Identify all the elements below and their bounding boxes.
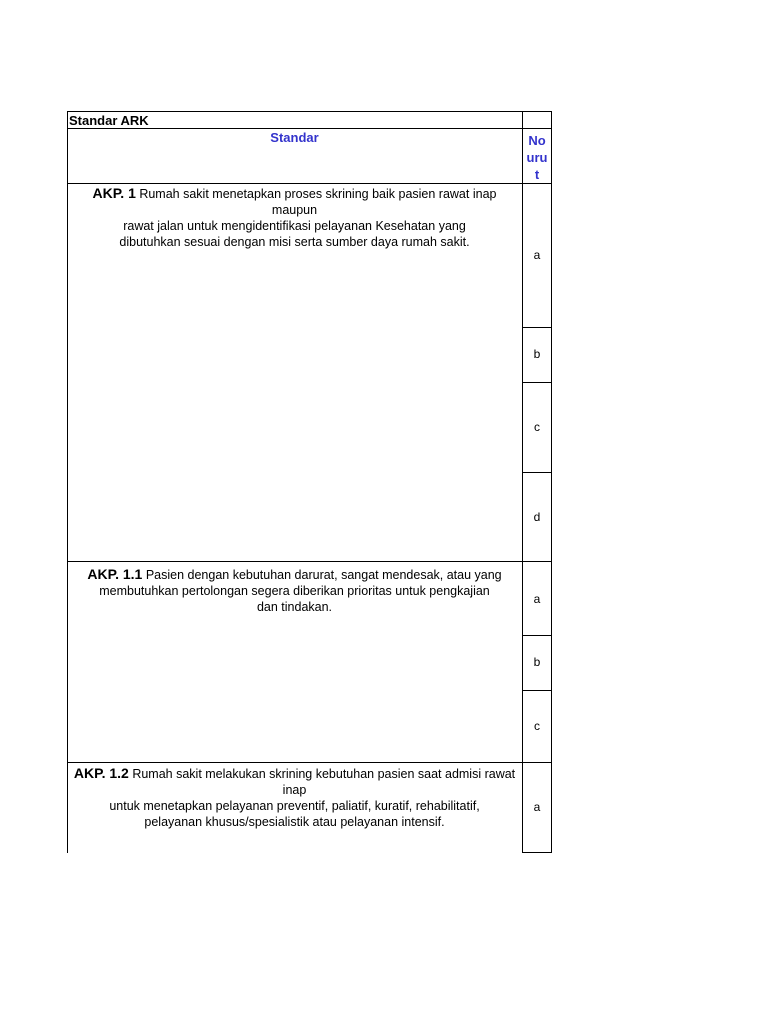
standard-line-2: rawat jalan untuk mengidentifikasi pelayanan Kesehatan yang bbox=[123, 219, 466, 233]
standard-akp-1-2 bbox=[67, 765, 522, 830]
header-no-urut-text bbox=[522, 132, 552, 183]
standard-line-2: membutuhkan pertolongan segera diberikan prioritas untuk pengkajian bbox=[99, 584, 490, 598]
standard-line-3: pelayanan khusus/spesialistik atau pelayanan intensif. bbox=[144, 815, 445, 829]
standard-text: Pasien dengan kebutuhan darurat, sangat mendesak, atau yang bbox=[142, 568, 502, 582]
border-top bbox=[67, 111, 552, 112]
header-no-urut bbox=[522, 132, 552, 183]
border-akp11-bottom bbox=[67, 762, 552, 763]
standard-line-2: untuk menetapkan pelayanan preventif, paliatif, kuratif, rehabilitatif, bbox=[109, 799, 480, 813]
border-right bbox=[551, 111, 552, 853]
item-c: c bbox=[534, 420, 540, 434]
standard-line-3: dibutuhkan sesuai dengan misi serta sumber daya rumah sakit. bbox=[119, 235, 470, 249]
item-c: c bbox=[534, 719, 540, 733]
standard-line-3: dan tindakan. bbox=[256, 600, 333, 614]
header-no-urut-part: No bbox=[528, 133, 546, 148]
border-item bbox=[522, 382, 552, 383]
item-b: b bbox=[533, 655, 541, 669]
item-a: a bbox=[533, 592, 541, 606]
item-d: d bbox=[533, 510, 541, 524]
border-item bbox=[522, 472, 552, 473]
border-col-divider bbox=[522, 111, 523, 853]
item-b: b bbox=[533, 347, 541, 361]
border-item bbox=[522, 690, 552, 691]
border-akp12-item-bottom bbox=[522, 852, 552, 853]
standard-code: AKP. 1 bbox=[92, 185, 136, 201]
standard-akp-1 bbox=[67, 185, 522, 250]
standard-akp-1-1 bbox=[67, 566, 522, 615]
standard-line-1 bbox=[69, 185, 520, 218]
header-standar: Standar bbox=[270, 130, 319, 145]
standard-text: Rumah sakit melakukan skrining kebutuhan pasien saat admisi rawat inap bbox=[128, 767, 516, 797]
item-a: a bbox=[533, 248, 541, 262]
standard-code: AKP. 1.1 bbox=[87, 566, 143, 582]
border-header-bottom bbox=[67, 183, 552, 184]
sheet-title: Standar ARK bbox=[69, 113, 149, 128]
item-a: a bbox=[533, 800, 541, 814]
border-item bbox=[522, 327, 552, 328]
standard-line-1 bbox=[69, 566, 520, 583]
border-item bbox=[522, 635, 552, 636]
header-no-urut-part: uru bbox=[526, 150, 548, 165]
border-akp1-bottom bbox=[67, 561, 552, 562]
border-title-bottom bbox=[67, 128, 552, 129]
standard-line-1 bbox=[69, 765, 520, 798]
standard-code: AKP. 1.2 bbox=[73, 765, 129, 781]
header-no-urut-part: t bbox=[534, 167, 540, 182]
standard-text: Rumah sakit menetapkan proses skrining baik pasien rawat inap maupun bbox=[135, 187, 497, 217]
